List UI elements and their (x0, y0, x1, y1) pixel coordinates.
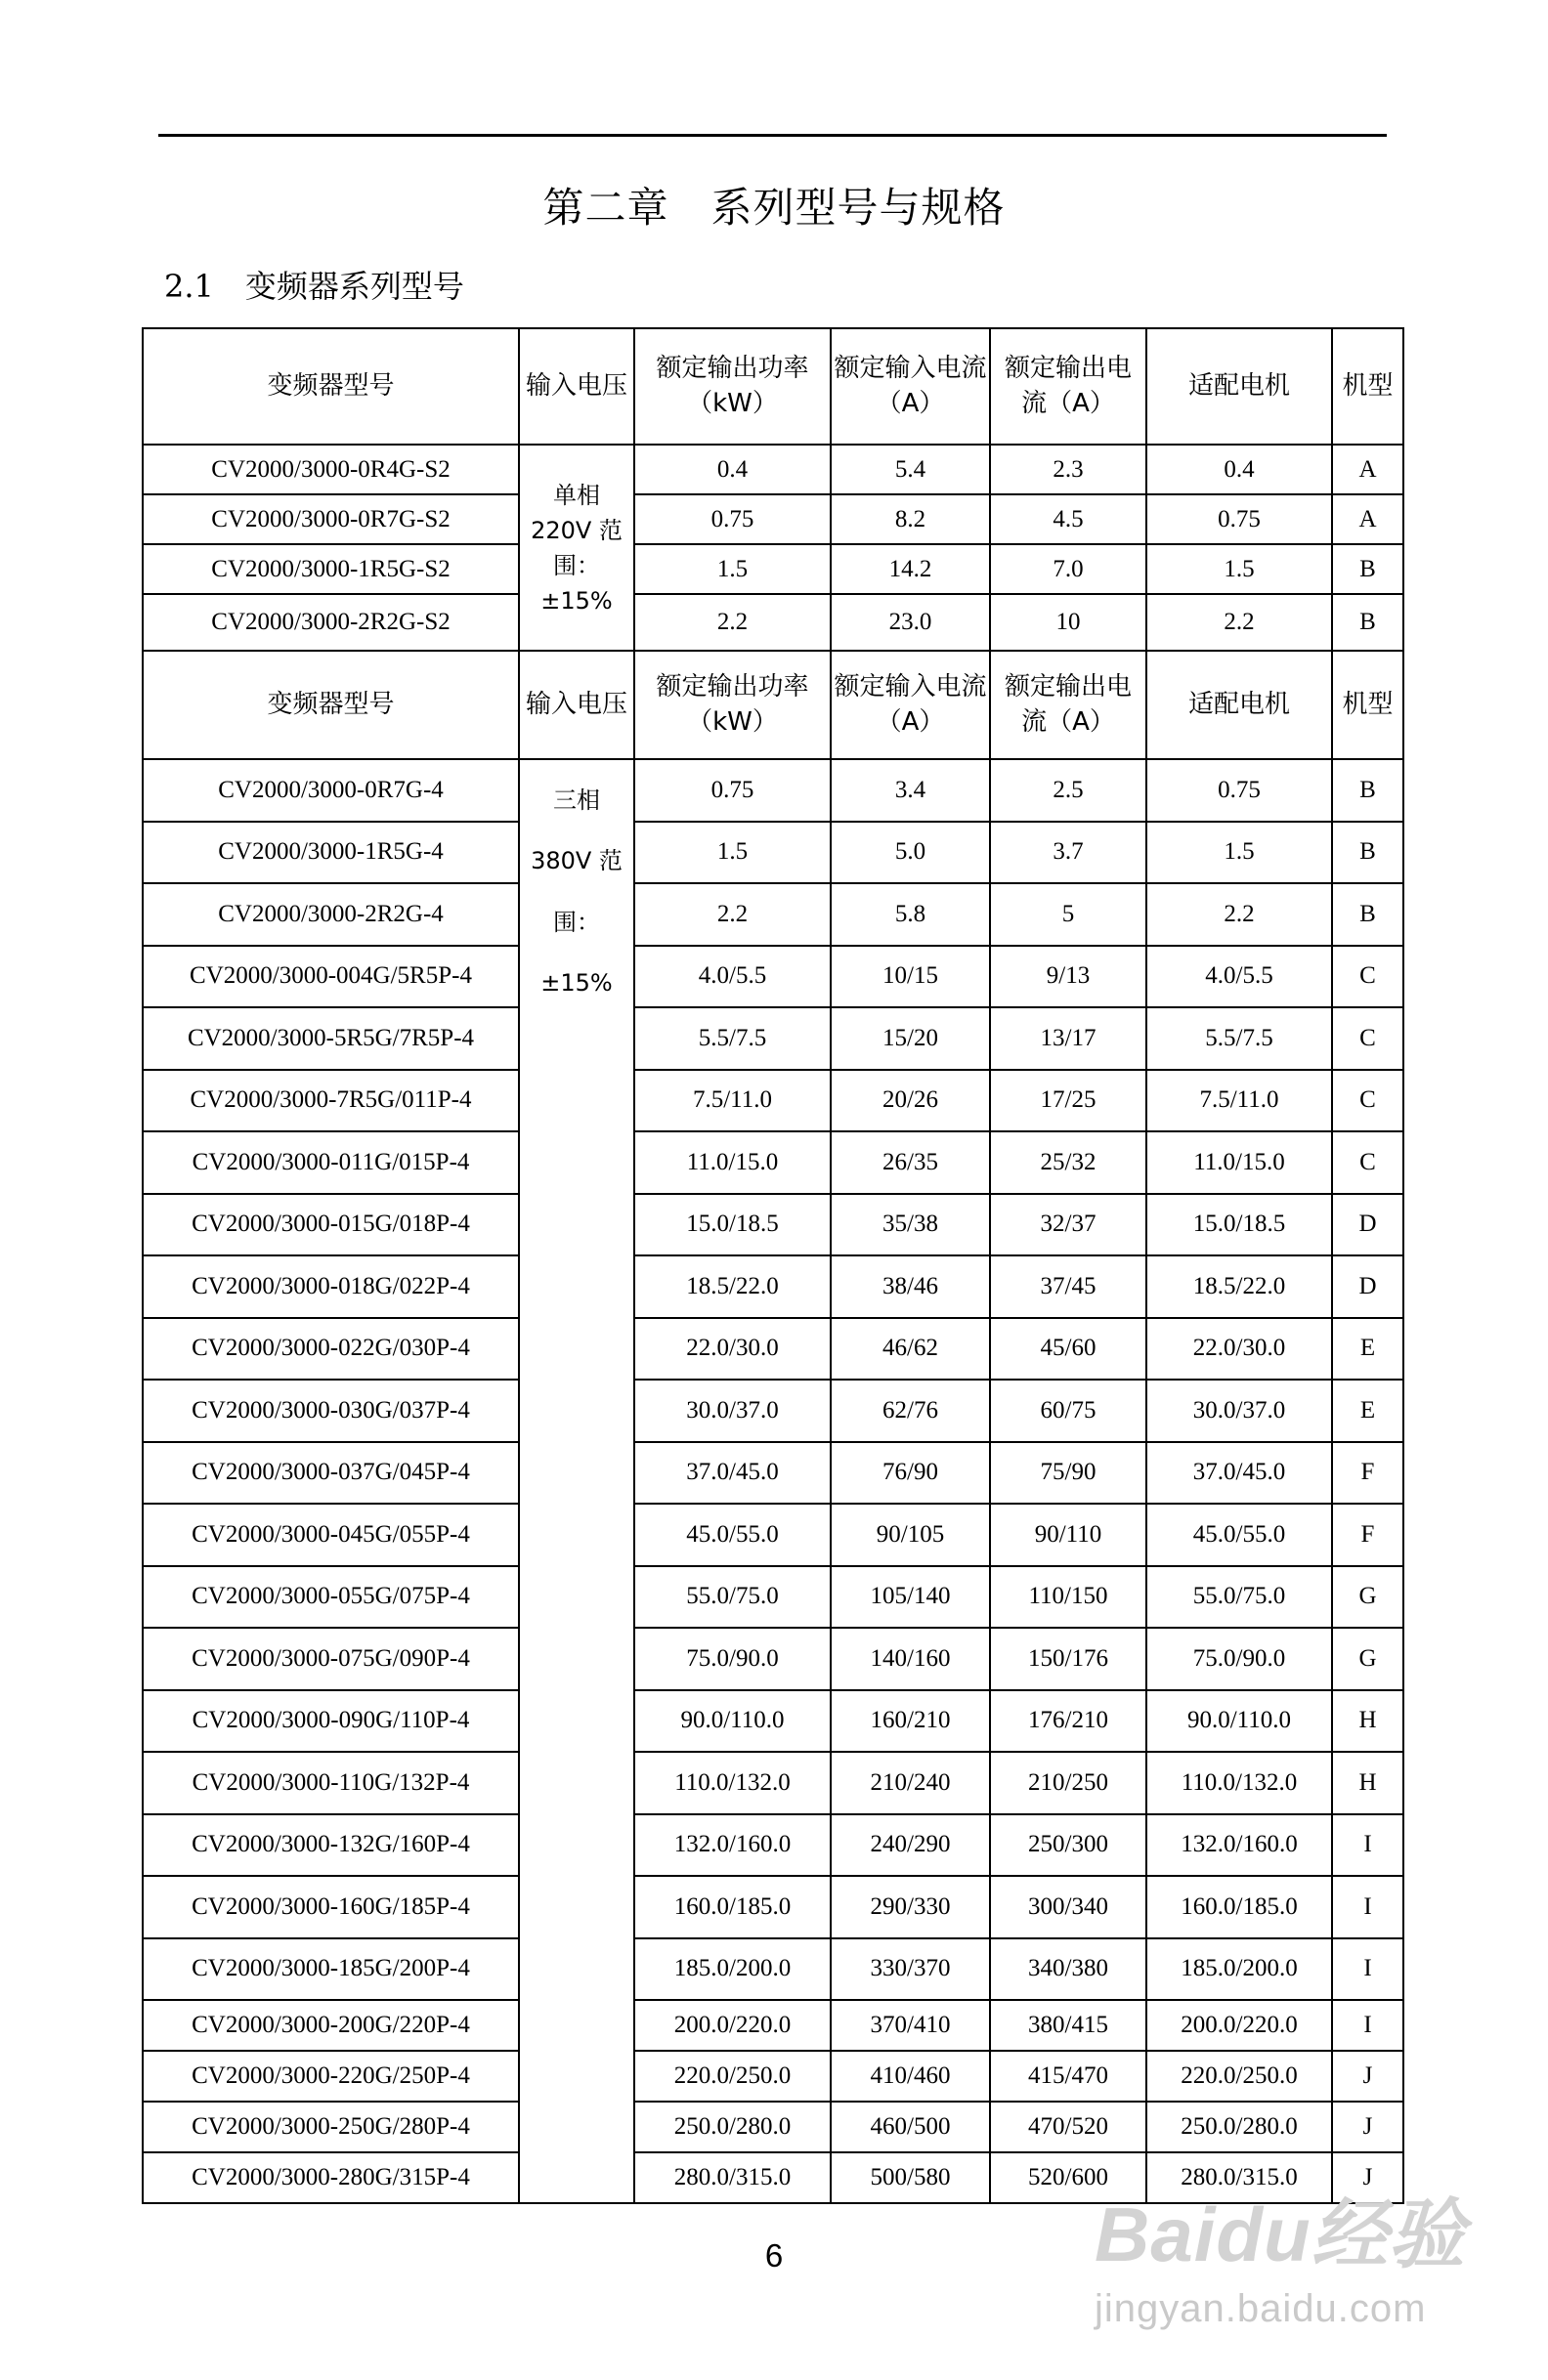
cell-output-current: 340/380 (990, 1938, 1146, 2001)
cell-frame: D (1332, 1255, 1403, 1318)
cell-model: CV2000/3000-110G/132P-4 (143, 1752, 519, 1814)
table-row (143, 1504, 1403, 1566)
cell-model: CV2000/3000-5R5G/7R5P-4 (143, 1007, 519, 1070)
cell-motor: 0.75 (1146, 759, 1332, 822)
cell-power: 250.0/280.0 (634, 2102, 831, 2152)
table-row (143, 544, 1403, 594)
header-model: 变频器型号 (143, 651, 519, 759)
cell-power: 280.0/315.0 (634, 2152, 831, 2203)
cell-frame: F (1332, 1504, 1403, 1566)
cell-power: 55.0/75.0 (634, 1566, 831, 1629)
cell-power: 110.0/132.0 (634, 1752, 831, 1814)
cell-input-current: 500/580 (831, 2152, 990, 2203)
cell-output-current: 75/90 (990, 1442, 1146, 1505)
cell-power: 0.75 (634, 759, 831, 822)
table-row (143, 1194, 1403, 1256)
cell-input-current: 38/46 (831, 1255, 990, 1318)
table-row (143, 445, 1403, 494)
cell-power: 185.0/200.0 (634, 1938, 831, 2001)
cell-output-current: 3.7 (990, 822, 1146, 884)
cell-power: 2.2 (634, 883, 831, 946)
cell-power: 160.0/185.0 (634, 1876, 831, 1938)
cell-frame: D (1332, 1194, 1403, 1256)
table-row (143, 1566, 1403, 1629)
cell-input-current: 460/500 (831, 2102, 990, 2152)
cell-motor: 250.0/280.0 (1146, 2102, 1332, 2152)
cell-frame: E (1332, 1380, 1403, 1442)
baidu-jingyan-watermark (1095, 2174, 1525, 2369)
cell-frame: C (1332, 1131, 1403, 1194)
table-row (143, 1255, 1403, 1318)
cell-motor: 90.0/110.0 (1146, 1690, 1332, 1753)
cell-output-current: 300/340 (990, 1876, 1146, 1938)
cell-input-current: 8.2 (831, 494, 990, 544)
header-power: 额定输出功率（kW） (634, 328, 831, 445)
table-row (143, 759, 1403, 822)
cell-motor: 280.0/315.0 (1146, 2152, 1332, 2203)
cell-motor: 11.0/15.0 (1146, 1131, 1332, 1194)
cell-input-current: 5.4 (831, 445, 990, 494)
cell-power: 37.0/45.0 (634, 1442, 831, 1505)
cell-input-current: 240/290 (831, 1814, 990, 1877)
header-row (143, 328, 1403, 445)
cell-output-current: 2.5 (990, 759, 1146, 822)
cell-model: CV2000/3000-018G/022P-4 (143, 1255, 519, 1318)
cell-motor: 22.0/30.0 (1146, 1318, 1332, 1381)
cell-power: 90.0/110.0 (634, 1690, 831, 1753)
cell-motor: 160.0/185.0 (1146, 1876, 1332, 1938)
cell-model: CV2000/3000-015G/018P-4 (143, 1194, 519, 1256)
cell-input-current: 15/20 (831, 1007, 990, 1070)
cell-frame: F (1332, 1442, 1403, 1505)
table-row (143, 2102, 1403, 2152)
cell-output-current: 470/520 (990, 2102, 1146, 2152)
header-model: 变频器型号 (143, 328, 519, 445)
header-out-current: 额定输出电流（A） (990, 328, 1146, 445)
cell-input-current: 26/35 (831, 1131, 990, 1194)
cell-output-current: 415/470 (990, 2051, 1146, 2102)
cell-motor: 132.0/160.0 (1146, 1814, 1332, 1877)
table-row (143, 1131, 1403, 1194)
table-row (143, 594, 1403, 651)
table-row (143, 1690, 1403, 1753)
cell-frame: I (1332, 2000, 1403, 2051)
cell-model: CV2000/3000-045G/055P-4 (143, 1504, 519, 1566)
inverter-spec-table (142, 327, 1404, 2204)
cell-power: 1.5 (634, 822, 831, 884)
cell-motor: 30.0/37.0 (1146, 1380, 1332, 1442)
cell-motor: 1.5 (1146, 544, 1332, 594)
cell-motor: 45.0/55.0 (1146, 1504, 1332, 1566)
cell-model: CV2000/3000-132G/160P-4 (143, 1814, 519, 1877)
table-row (143, 1752, 1403, 1814)
cell-frame: B (1332, 759, 1403, 822)
cell-motor: 220.0/250.0 (1146, 2051, 1332, 2102)
cell-motor: 185.0/200.0 (1146, 1938, 1332, 2001)
header-frame: 机型 (1332, 651, 1403, 759)
cell-frame: B (1332, 822, 1403, 884)
cell-output-current: 13/17 (990, 1007, 1146, 1070)
cell-input-current: 290/330 (831, 1876, 990, 1938)
cell-frame: E (1332, 1318, 1403, 1381)
cell-power: 0.75 (634, 494, 831, 544)
cell-model: CV2000/3000-011G/015P-4 (143, 1131, 519, 1194)
cell-frame: I (1332, 1876, 1403, 1938)
cell-input-current: 10/15 (831, 946, 990, 1008)
cell-output-current: 110/150 (990, 1566, 1146, 1629)
cell-model: CV2000/3000-185G/200P-4 (143, 1938, 519, 2001)
cell-frame: B (1332, 594, 1403, 651)
table-row (143, 1938, 1403, 2001)
cell-power: 4.0/5.5 (634, 946, 831, 1008)
cell-frame: C (1332, 1070, 1403, 1132)
cell-frame: C (1332, 1007, 1403, 1070)
cell-output-current: 25/32 (990, 1131, 1146, 1194)
cell-power: 30.0/37.0 (634, 1380, 831, 1442)
cell-model: CV2000/3000-055G/075P-4 (143, 1566, 519, 1629)
cell-input-current: 5.0 (831, 822, 990, 884)
cell-motor: 7.5/11.0 (1146, 1070, 1332, 1132)
cell-power: 22.0/30.0 (634, 1318, 831, 1381)
cell-model: CV2000/3000-250G/280P-4 (143, 2102, 519, 2152)
cell-frame: I (1332, 1938, 1403, 2001)
cell-input-current: 23.0 (831, 594, 990, 651)
table-row (143, 822, 1403, 884)
cell-power: 18.5/22.0 (634, 1255, 831, 1318)
cell-model: CV2000/3000-0R7G-4 (143, 759, 519, 822)
cell-motor: 0.75 (1146, 494, 1332, 544)
cell-output-current: 7.0 (990, 544, 1146, 594)
cell-output-current: 210/250 (990, 1752, 1146, 1814)
cell-power: 11.0/15.0 (634, 1131, 831, 1194)
cell-output-current: 250/300 (990, 1814, 1146, 1877)
cell-input-current: 14.2 (831, 544, 990, 594)
cell-motor: 200.0/220.0 (1146, 2000, 1332, 2051)
table-row (143, 1814, 1403, 1877)
cell-model: CV2000/3000-0R7G-S2 (143, 494, 519, 544)
cell-input-current: 330/370 (831, 1938, 990, 2001)
table-row (143, 1070, 1403, 1132)
cell-frame: I (1332, 1814, 1403, 1877)
cell-frame: B (1332, 544, 1403, 594)
cell-input-current: 20/26 (831, 1070, 990, 1132)
cell-motor: 2.2 (1146, 883, 1332, 946)
cell-output-current: 90/110 (990, 1504, 1146, 1566)
header-row (143, 651, 1403, 759)
cell-model: CV2000/3000-280G/315P-4 (143, 2152, 519, 2203)
cell-frame: J (1332, 2102, 1403, 2152)
table-row (143, 494, 1403, 544)
chapter-title: 第二章 系列型号与规格 (542, 184, 1006, 232)
cell-frame: A (1332, 494, 1403, 544)
cell-model: CV2000/3000-090G/110P-4 (143, 1690, 519, 1753)
cell-input-current: 5.8 (831, 883, 990, 946)
cell-output-current: 380/415 (990, 2000, 1146, 2051)
cell-model: CV2000/3000-022G/030P-4 (143, 1318, 519, 1381)
cell-output-current: 2.3 (990, 445, 1146, 494)
cell-input-current: 105/140 (831, 1566, 990, 1629)
cell-model: CV2000/3000-0R4G-S2 (143, 445, 519, 494)
cell-model: CV2000/3000-200G/220P-4 (143, 2000, 519, 2051)
section-title: 2.1 变频器系列型号 (164, 268, 464, 305)
cell-output-current: 37/45 (990, 1255, 1146, 1318)
cell-input-voltage: 三相 380V 范围：±15% (519, 759, 634, 2203)
cell-output-current: 10 (990, 594, 1146, 651)
cell-model: CV2000/3000-160G/185P-4 (143, 1876, 519, 1938)
cell-output-current: 5 (990, 883, 1146, 946)
cell-motor: 15.0/18.5 (1146, 1194, 1332, 1256)
cell-frame: H (1332, 1752, 1403, 1814)
cell-power: 15.0/18.5 (634, 1194, 831, 1256)
cell-output-current: 4.5 (990, 494, 1146, 544)
cell-power: 45.0/55.0 (634, 1504, 831, 1566)
cell-motor: 0.4 (1146, 445, 1332, 494)
cell-model: CV2000/3000-7R5G/011P-4 (143, 1070, 519, 1132)
cell-motor: 55.0/75.0 (1146, 1566, 1332, 1629)
table-row (143, 883, 1403, 946)
cell-frame: H (1332, 1690, 1403, 1753)
header-motor: 适配电机 (1146, 328, 1332, 445)
cell-frame: B (1332, 883, 1403, 946)
table-row (143, 1318, 1403, 1381)
cell-output-current: 176/210 (990, 1690, 1146, 1753)
cell-motor: 110.0/132.0 (1146, 1752, 1332, 1814)
cell-power: 2.2 (634, 594, 831, 651)
table-row (143, 1442, 1403, 1505)
table-row (143, 1380, 1403, 1442)
cell-model: CV2000/3000-1R5G-4 (143, 822, 519, 884)
cell-power: 5.5/7.5 (634, 1007, 831, 1070)
cell-output-current: 520/600 (990, 2152, 1146, 2203)
cell-power: 200.0/220.0 (634, 2000, 831, 2051)
cell-model: CV2000/3000-004G/5R5P-4 (143, 946, 519, 1008)
header-voltage: 输入电压 (519, 651, 634, 759)
watermark-logo: Baidu经验 (1095, 2191, 1466, 2277)
table-row (143, 1628, 1403, 1690)
header-power: 额定输出功率（kW） (634, 651, 831, 759)
watermark-url: jingyan.baidu.com (1095, 2287, 1427, 2330)
table-row (143, 1876, 1403, 1938)
cell-power: 0.4 (634, 445, 831, 494)
cell-frame: C (1332, 946, 1403, 1008)
cell-frame: G (1332, 1566, 1403, 1629)
cell-output-current: 60/75 (990, 1380, 1146, 1442)
cell-model: CV2000/3000-220G/250P-4 (143, 2051, 519, 2102)
header-in-current: 额定输入电流（A） (831, 328, 990, 445)
page-number: 6 (764, 2237, 784, 2274)
header-frame: 机型 (1332, 328, 1403, 445)
cell-motor: 1.5 (1146, 822, 1332, 884)
header-voltage: 输入电压 (519, 328, 634, 445)
cell-output-current: 17/25 (990, 1070, 1146, 1132)
cell-output-current: 9/13 (990, 946, 1146, 1008)
cell-model: CV2000/3000-075G/090P-4 (143, 1628, 519, 1690)
cell-input-current: 62/76 (831, 1380, 990, 1442)
table-row (143, 2051, 1403, 2102)
cell-input-current: 3.4 (831, 759, 990, 822)
cell-motor: 2.2 (1146, 594, 1332, 651)
cell-input-current: 76/90 (831, 1442, 990, 1505)
header-motor: 适配电机 (1146, 651, 1332, 759)
cell-frame: J (1332, 2051, 1403, 2102)
cell-motor: 18.5/22.0 (1146, 1255, 1332, 1318)
cell-model: CV2000/3000-2R2G-S2 (143, 594, 519, 651)
top-rule (158, 134, 1387, 137)
cell-model: CV2000/3000-1R5G-S2 (143, 544, 519, 594)
table-row (143, 946, 1403, 1008)
cell-input-current: 410/460 (831, 2051, 990, 2102)
cell-input-current: 140/160 (831, 1628, 990, 1690)
cell-input-current: 35/38 (831, 1194, 990, 1256)
cell-motor: 75.0/90.0 (1146, 1628, 1332, 1690)
cell-input-current: 370/410 (831, 2000, 990, 2051)
cell-input-current: 160/210 (831, 1690, 990, 1753)
cell-motor: 37.0/45.0 (1146, 1442, 1332, 1505)
cell-power: 75.0/90.0 (634, 1628, 831, 1690)
table-body (143, 328, 1403, 2203)
cell-frame: G (1332, 1628, 1403, 1690)
table-row (143, 1007, 1403, 1070)
cell-output-current: 45/60 (990, 1318, 1146, 1381)
cell-frame: J (1332, 2152, 1403, 2203)
cell-power: 220.0/250.0 (634, 2051, 831, 2102)
header-out-current: 额定输出电流（A） (990, 651, 1146, 759)
table-row (143, 2000, 1403, 2051)
cell-power: 7.5/11.0 (634, 1070, 831, 1132)
cell-motor: 5.5/7.5 (1146, 1007, 1332, 1070)
cell-model: CV2000/3000-030G/037P-4 (143, 1380, 519, 1442)
header-in-current: 额定输入电流（A） (831, 651, 990, 759)
cell-power: 132.0/160.0 (634, 1814, 831, 1877)
cell-output-current: 150/176 (990, 1628, 1146, 1690)
cell-frame: A (1332, 445, 1403, 494)
cell-model: CV2000/3000-2R2G-4 (143, 883, 519, 946)
cell-power: 1.5 (634, 544, 831, 594)
cell-input-voltage: 单相 220V 范围：±15% (519, 445, 634, 651)
cell-input-current: 90/105 (831, 1504, 990, 1566)
cell-motor: 4.0/5.5 (1146, 946, 1332, 1008)
cell-output-current: 32/37 (990, 1194, 1146, 1256)
cell-model: CV2000/3000-037G/045P-4 (143, 1442, 519, 1505)
cell-input-current: 210/240 (831, 1752, 990, 1814)
cell-input-current: 46/62 (831, 1318, 990, 1381)
